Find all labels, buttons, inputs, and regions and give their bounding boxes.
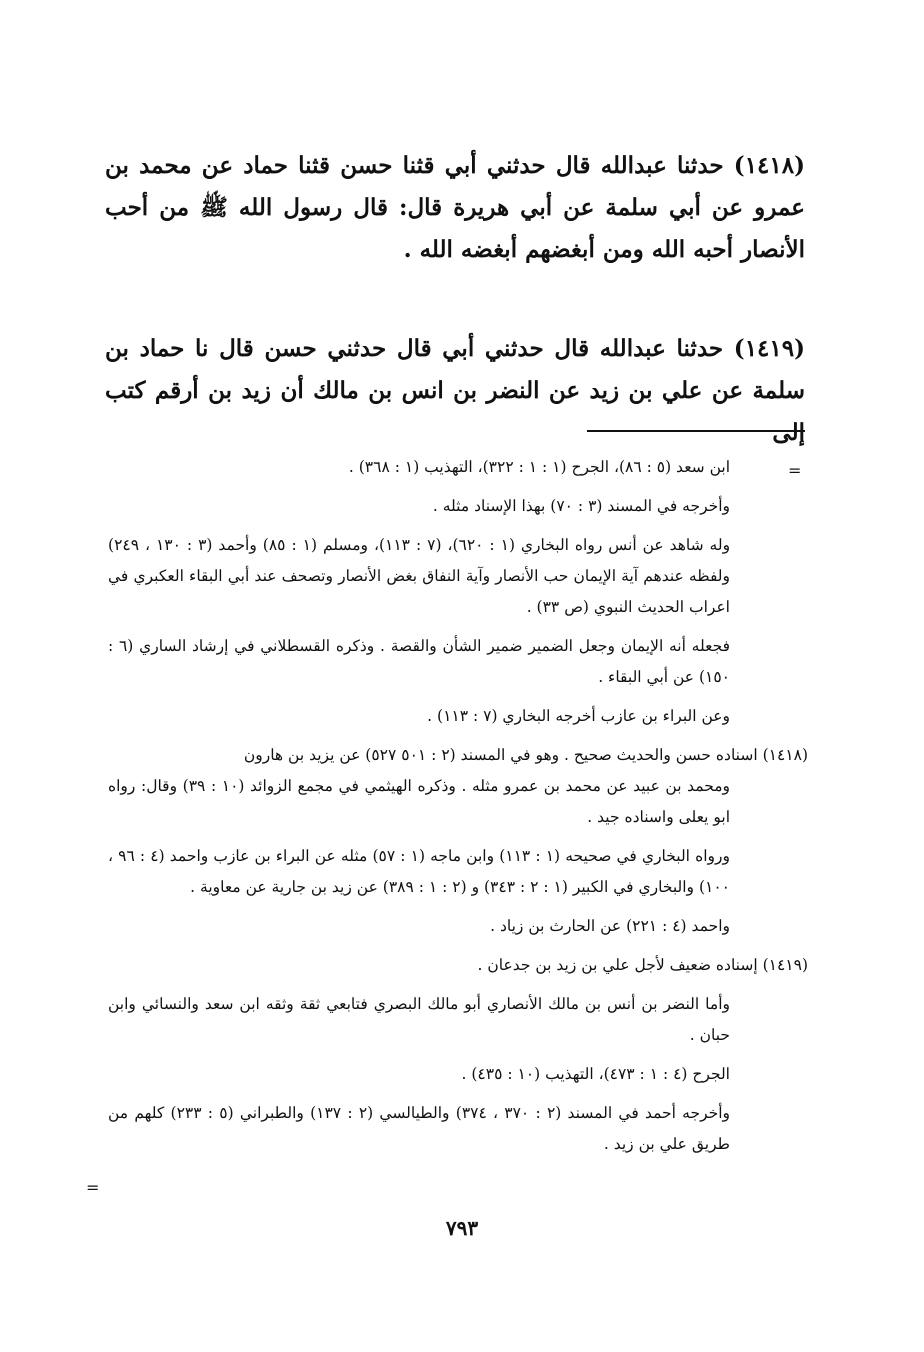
footnote-line: واحمد (٤ : ٢٢١) عن الحارث بن زياد .: [490, 917, 730, 935]
footnote-line: وأما النضر بن أنس بن مالك الأنصاري أبو مالك البصري فتابعي ثقة وثقه ابن سعد والنسائي وابن حبان .: [108, 995, 730, 1044]
footnote-line: ابن سعد (٥ : ٨٦)، الجرح (١ : ١ : ٣٢٢)، التهذيب (١ : ٣٦٨) .: [348, 458, 730, 476]
footnote-line: فجعله أنه الإيمان وجعل الضمير ضمير الشأن والقصة . وذكره القسطلاني في إرشاد الساري (٦ : ١٥٠) عن أبي البقاء .: [108, 637, 730, 686]
footnote-line: ورواه البخاري في صحيحه (١ : ١١٣) وابن ماجه (١ : ٥٧) مثله عن البراء بن عازب واحمد (٤ : ٩٦ ، ١٠٠) والبخاري في الكبير (١ : ٢ : ٣٤٣) و (٢ : ١ : ٣٨٩) عن زيد بن جارية عن معاوية .: [108, 847, 730, 896]
continuation-mark-bottom: =: [86, 1178, 100, 1197]
footnote-1418-head: (١٤١٨) اسناده حسن والحديث صحيح . وهو في المسند (٢ : ٥٠١ ٥٢٧) عن يزيد بن هارون: [243, 746, 808, 764]
footnote-line: وأخرجه أحمد في المسند (٢ : ٣٧٠ ، ٣٧٤) والطيالسي (٢ : ١٣٧) والطبراني (٥ : ٢٣٣) كلهم من طريق علي بن زيد .: [108, 1104, 730, 1153]
page-number: ٧٩٣: [445, 1216, 479, 1240]
hadith-1419: (١٤١٩) حدثنا عبدالله قال حدثني أبي قال حدثني حسن قال نا حماد بن سلمة عن علي بن زيد عن النضر بن انس بن مالك أن زيد بن أرقم كتب إلى: [105, 335, 805, 446]
footnote-line: الجرح (٤ : ١ : ٤٧٣)، التهذيب (١٠ : ٤٣٥) .: [461, 1065, 730, 1083]
footnote-1419: (١٤١٩) إسناده ضعيف لأجل علي بن زيد بن جدعان .: [477, 956, 808, 974]
hadith-1418: (١٤١٨) حدثنا عبدالله قال حدثني أبي قثنا حسن قثنا حماد عن محمد بن عمرو عن أبي سلمة عن أبي هريرة قال: قال رسول الله ﷺ من أحب الأنصار أحبه الله ومن أبغضهم أبغضه الله .: [105, 152, 805, 263]
footnote-1418-body: ومحمد بن عبيد عن محمد بن عمرو مثله . وذكره الهيثمي في مجمع الزوائد (١٠ : ٣٩) وقال: رواه ابو يعلى واسناده جيد .: [108, 777, 731, 826]
footnote-1418: [108, 740, 808, 833]
footnotes: [108, 452, 808, 1168]
footnote-divider: [587, 430, 805, 432]
footnote-line: وأخرجه في المسند (٣ : ٧٠) بهذا الإسناد مثله .: [432, 497, 730, 515]
footnote-line: وعن البراء بن عازب أخرجه البخاري (٧ : ١١٣) .: [427, 707, 730, 725]
continuation-mark-top: =: [788, 461, 802, 480]
footnote-line: وله شاهد عن أنس رواه البخاري (١ : ٦٢٠)، (٧ : ١١٣)، ومسلم (١ : ٨٥) وأحمد (٣ : ١٣٠ ، ٢٤٩) ولفظه عندهم آية الإيمان حب الأنصار وآية النفاق بغض الأنصار وتصحف عند أبي البقاء العكبري في اعراب الحديث النبوي (ص ٣٣) .: [108, 536, 731, 616]
